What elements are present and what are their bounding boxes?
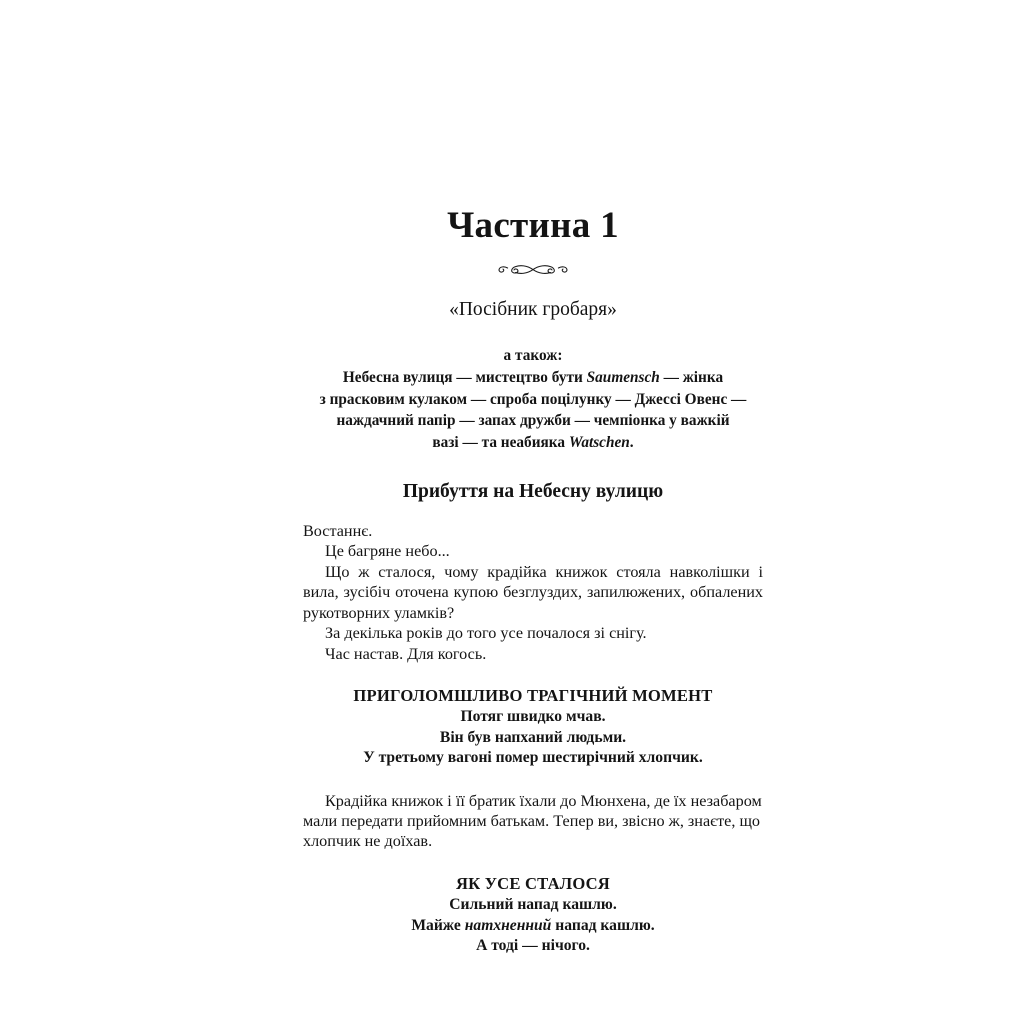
callout-line: Він був напханий людьми.	[439, 728, 627, 746]
page-title: Частина 1	[447, 205, 619, 246]
callout-line: А тоді — нічого.	[476, 936, 590, 954]
paragraph: Час настав. Для когось.	[325, 644, 487, 663]
callout-block-tragic-moment	[303, 686, 763, 769]
callout-block-how-it-happened	[303, 874, 763, 957]
contents-line: вазі — та неабияка Watschen.	[432, 433, 634, 451]
contents-line: з прасковим кулаком — спроба поцілунку — Джессі Овенс —	[319, 390, 747, 408]
callout-line: Сильний напад кашлю.	[449, 896, 617, 914]
body-text-second	[303, 791, 763, 852]
paragraph: Востаннє.	[303, 522, 373, 541]
contents-line: Небесна вулиця — мистецтво бути Saumensch — жінка	[342, 368, 724, 386]
paragraph: Крадійка книжок і її братик їхали до Мюнхена, де їх незабаром мали передати прийомним батькам. Тепер ви, звісно ж, знаєте, що хлопчик не доїхав.	[303, 791, 762, 851]
section-heading: Прибуття на Небесну вулицю	[402, 480, 664, 502]
part-contents-block	[303, 345, 763, 454]
callout-line: У третьому вагоні помер шестирічний хлопчик.	[363, 749, 703, 767]
callout-title: ЯК УСЕ СТАЛОСЯ	[456, 873, 610, 893]
callout-title: ПРИГОЛОМШЛИВО ТРАГІЧНИЙ МОМЕНТ	[353, 685, 713, 705]
page-content-column	[303, 206, 763, 956]
decorative-flourish-divider-icon	[494, 261, 572, 278]
contents-line: наждачний папір — запах дружби — чемпіонка у важкій	[336, 412, 730, 430]
paragraph: Це багряне небо...	[325, 542, 450, 561]
also-label: а також:	[503, 347, 563, 365]
body-text-first	[303, 521, 763, 664]
callout-line: Потяг швидко мчав.	[460, 708, 606, 726]
paragraph: Що ж сталося, чому крадійка книжок стояла навколішки і вила, зусібіч оточена купою безглуздих, запилюжених, обпалених рукотворних уламків?	[303, 562, 763, 622]
callout-line: Майже натхненний напад кашлю.	[411, 916, 655, 934]
paragraph: За декілька років до того усе почалося зі снігу.	[325, 624, 647, 643]
part-subtitle: «Посібник гробаря»	[449, 298, 617, 320]
